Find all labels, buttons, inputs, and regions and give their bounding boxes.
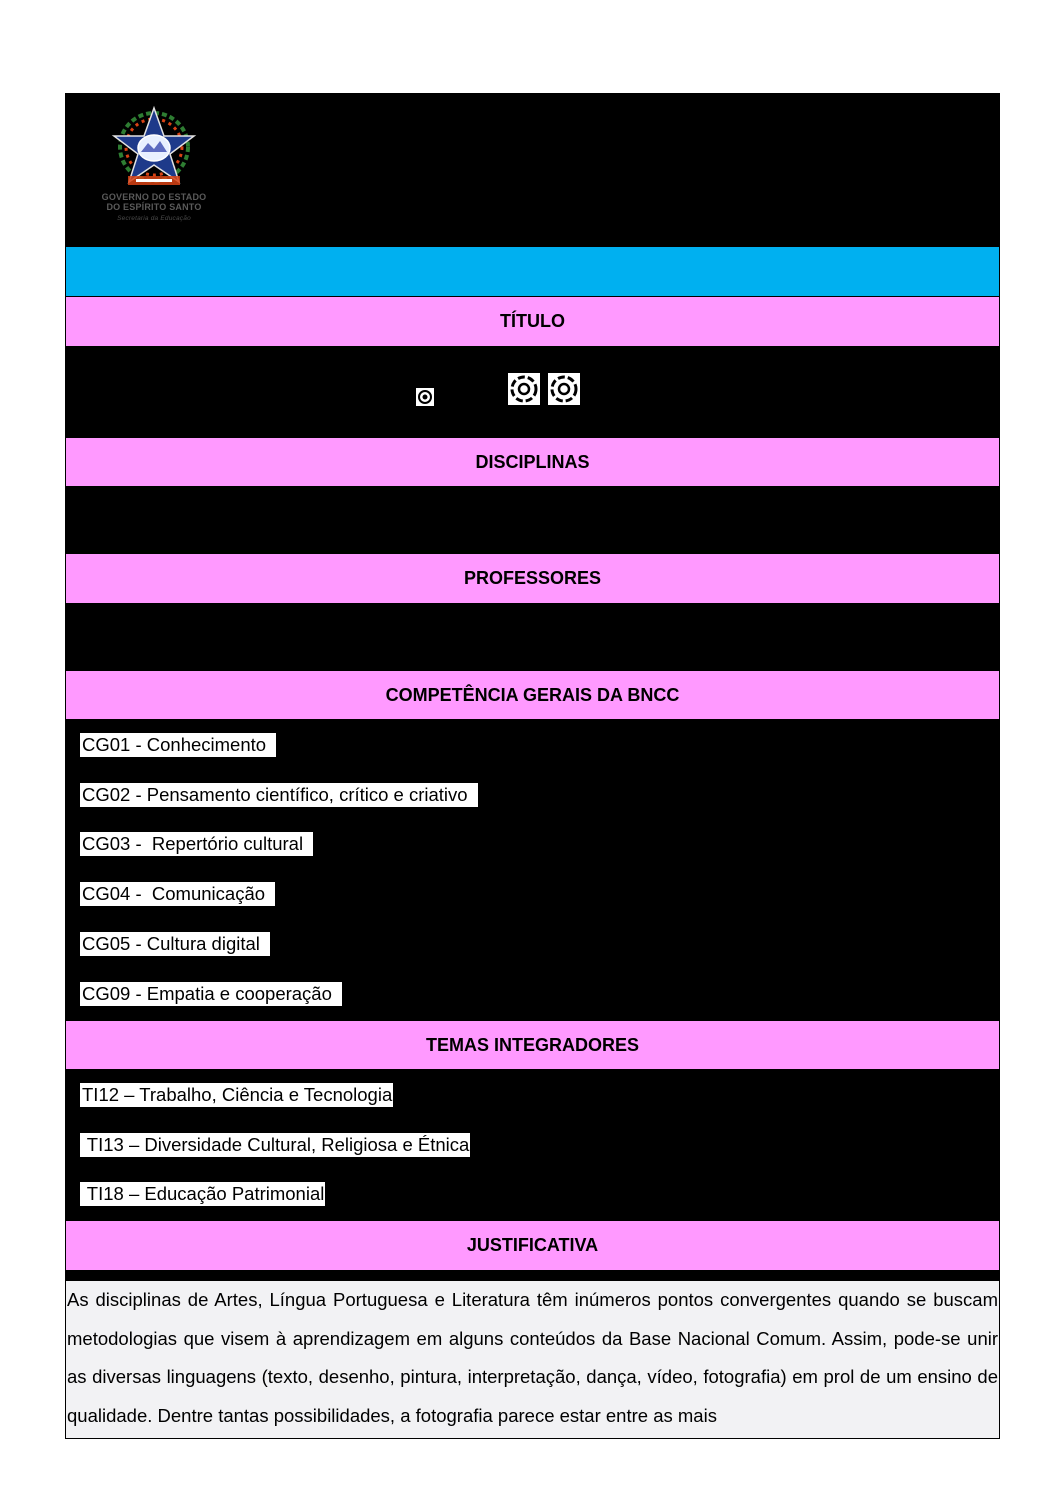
- section-professores-label: PROFESSORES: [463, 568, 602, 588]
- logo-line-3: Secretaria da Educação: [117, 215, 191, 222]
- section-titulo: [66, 296, 999, 347]
- section-disciplinas: [66, 437, 999, 487]
- section-justificativa: [66, 1220, 999, 1271]
- competencia-item: CG01 - Conhecimento: [80, 733, 276, 757]
- justificativa-paragraph: As disciplinas de Artes, Língua Portuguesa e Literatura têm inúmeros pontos convergentes quando se buscam metodologias que visem à aprendizagem em alguns conteúdos da Base Nacional Comum. Assim, pode-se unir as diversas linguagens (texto, desenho, pintura, interpretação, dança, vídeo, fotografia) em prol de um ensino de qualidade. Dentre tantas possibilidades, a fotografia parece estar entre as mais: [67, 1289, 998, 1426]
- section-disciplinas-label: DISCIPLINAS: [475, 451, 590, 472]
- competencia-item: CG09 - Empatia e cooperação: [80, 982, 342, 1006]
- section-competencias-label: COMPETÊNCIA GERAIS DA BNCC: [385, 684, 680, 705]
- disciplinas-content: [66, 487, 999, 553]
- section-competencias: [66, 670, 999, 720]
- section-justificativa-label: JUSTIFICATIVA: [466, 1235, 599, 1255]
- titulo-content: [66, 347, 999, 437]
- broken-image-icon: [548, 373, 580, 405]
- competencia-item: CG05 - Cultura digital: [80, 932, 270, 956]
- competencias-content: [66, 720, 999, 1020]
- tema-item: TI12 – Trabalho, Ciência e Tecnologia: [82, 1084, 393, 1105]
- competencia-item: CG04 - Comunicação: [80, 882, 275, 906]
- tema-item: TI18 – Educação Patrimonial: [82, 1183, 325, 1204]
- document-frame: [65, 93, 1000, 1439]
- section-professores: [66, 553, 999, 604]
- competencia-item: CG02 - Pensamento científico, crítico e criativo: [80, 783, 478, 807]
- logo-line-2: DO ESPÍRITO SANTO: [106, 202, 202, 212]
- competencia-item: CG03 - Repertório cultural: [80, 832, 313, 856]
- temas-content: [66, 1070, 999, 1220]
- logo-line-1: GOVERNO DO ESTADO: [101, 192, 207, 202]
- section-titulo-label: TÍTULO: [500, 311, 565, 331]
- banner-row: [66, 246, 999, 296]
- section-temas-label: TEMAS INTEGRADORES: [425, 1034, 639, 1055]
- section-temas: [66, 1020, 999, 1070]
- justificativa-body: [66, 1281, 999, 1438]
- header-row: [66, 94, 999, 246]
- broken-image-icon: [508, 373, 540, 405]
- justificativa-gap: [66, 1271, 999, 1281]
- broken-image-icon: [416, 388, 434, 406]
- tema-item: TI13 – Diversidade Cultural, Religiosa e Étnica: [82, 1134, 470, 1155]
- logo-caption: [92, 192, 216, 224]
- professores-content: [66, 604, 999, 670]
